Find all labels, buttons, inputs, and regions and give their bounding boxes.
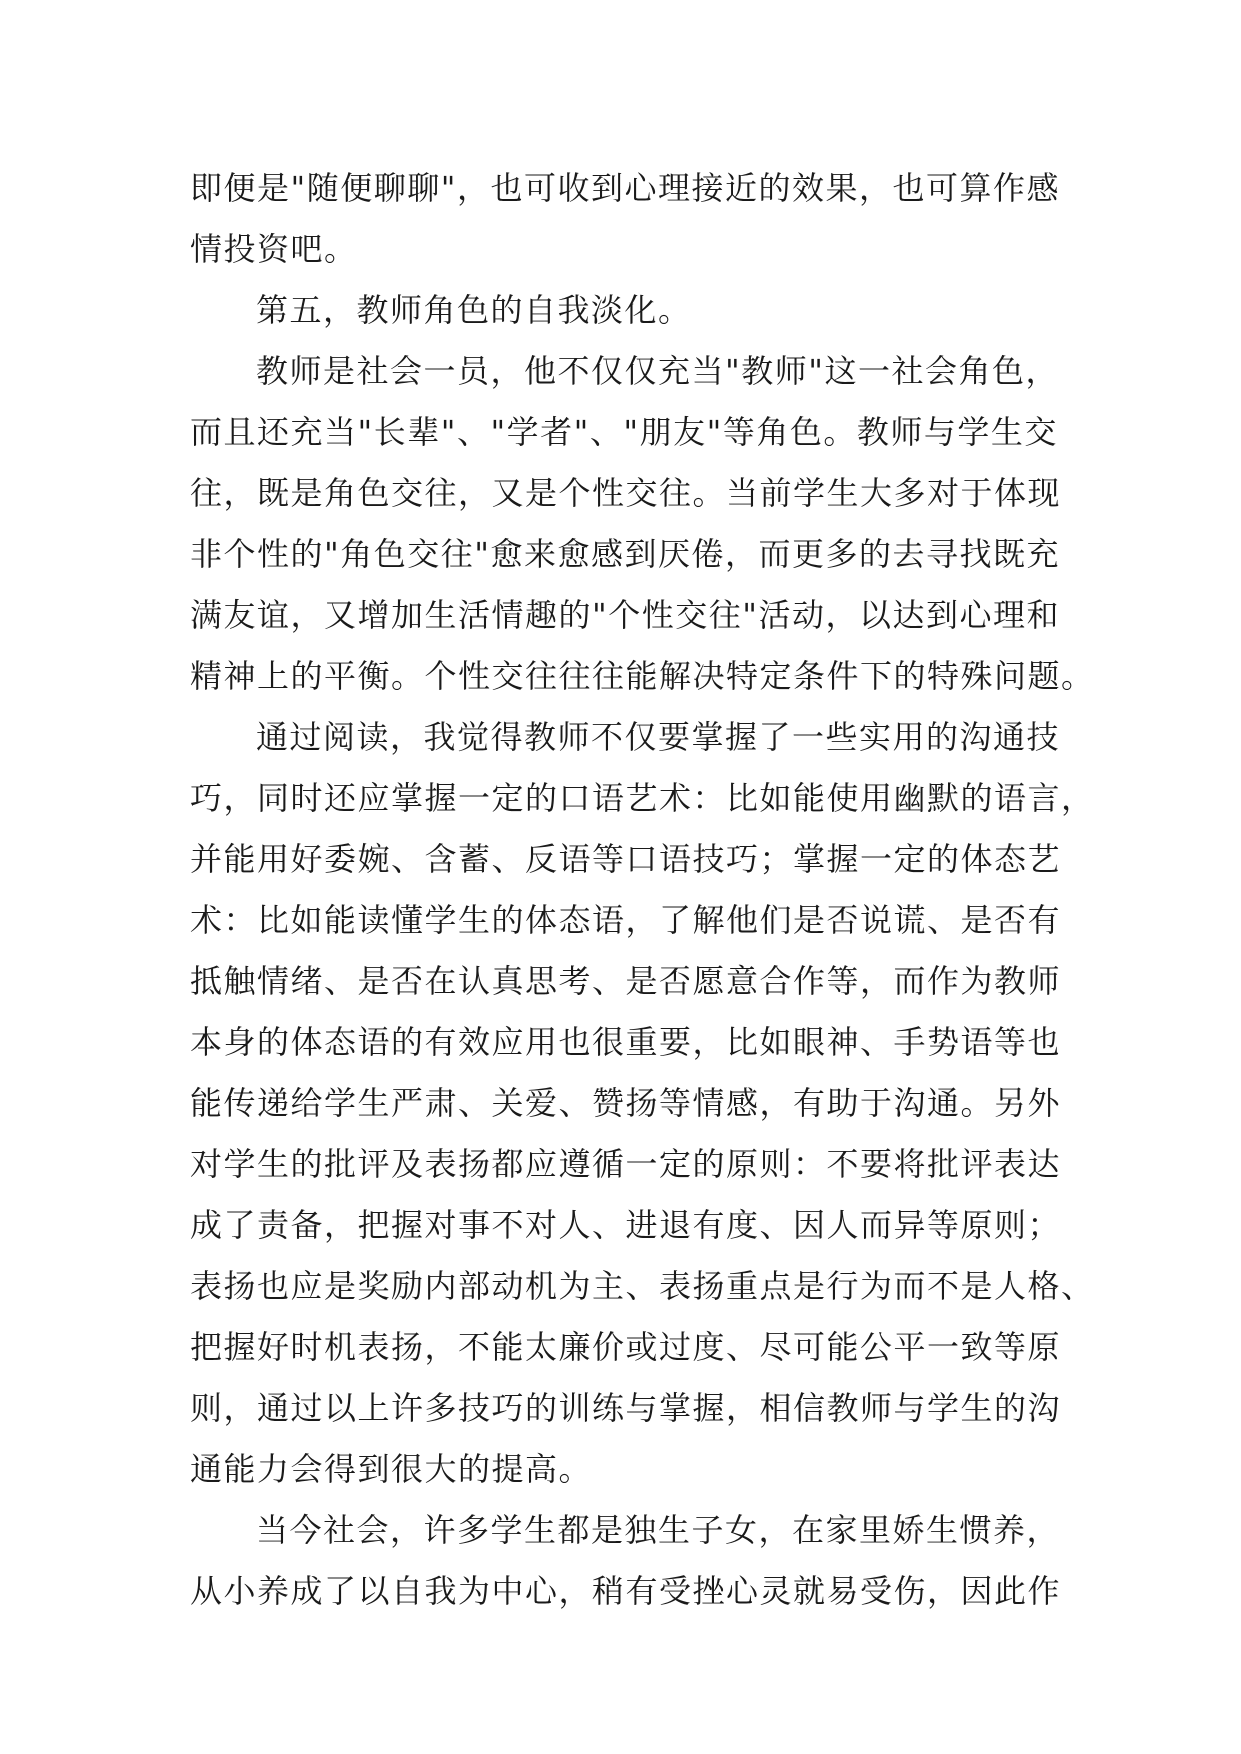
text-line: 通能力会得到很大的提高。 <box>190 1450 593 1488</box>
text-line: 往，既是角色交往，又是个性交往。当前学生大多对于体现 <box>190 474 1062 512</box>
text-line: 则，通过以上许多技巧的训练与掌握，相信教师与学生的沟 <box>190 1389 1062 1427</box>
text-line: 巧，同时还应掌握一定的口语艺术：比如能使用幽默的语言， <box>190 779 1095 817</box>
text-line: 教师是社会一员，他不仅仅充当"教师"这一社会角色， <box>256 352 1059 390</box>
section-heading: 第五，教师角色的自我淡化。 <box>256 291 692 329</box>
text-line: 成了责备，把握对事不对人、进退有度、因人而异等原则； <box>190 1206 1062 1244</box>
text-line: 情投资吧。 <box>190 230 358 268</box>
text-line: 并能用好委婉、含蓄、反语等口语技巧；掌握一定的体态艺 <box>190 840 1062 878</box>
text-line: 非个性的"角色交往"愈来愈感到厌倦，而更多的去寻找既充 <box>190 535 1060 573</box>
body-text <box>190 158 1095 1622</box>
text-line: 能传递给学生严肃、关爱、赞扬等情感，有助于沟通。另外 <box>190 1084 1062 1122</box>
text-line: 从小养成了以自我为中心，稍有受挫心灵就易受伤，因此作 <box>190 1572 1062 1610</box>
text-line: 把握好时机表扬，不能太廉价或过度、尽可能公平一致等原 <box>190 1328 1062 1366</box>
text-line: 即便是"随便聊聊"，也可收到心理接近的效果，也可算作感 <box>190 169 1060 207</box>
text-line: 通过阅读，我觉得教师不仅要掌握了一些实用的沟通技 <box>256 718 1061 756</box>
text-line: 术：比如能读懂学生的体态语，了解他们是否说谎、是否有 <box>190 901 1062 939</box>
text-line: 表扬也应是奖励内部动机为主、表扬重点是行为而不是人格、 <box>190 1267 1095 1305</box>
text-line: 而且还充当"长辈"、"学者"、"朋友"等角色。教师与学生交 <box>190 413 1058 451</box>
text-line: 当今社会，许多学生都是独生子女，在家里娇生惯养， <box>256 1511 1061 1549</box>
text-line: 抵触情绪、是否在认真思考、是否愿意合作等，而作为教师 <box>190 962 1062 1000</box>
text-line: 本身的体态语的有效应用也很重要，比如眼神、手势语等也 <box>190 1023 1062 1061</box>
text-line: 精神上的平衡。个性交往往往能解决特定条件下的特殊问题。 <box>190 657 1095 695</box>
text-line: 对学生的批评及表扬都应遵循一定的原则：不要将批评表达 <box>190 1145 1062 1183</box>
text-line: 满友谊，又增加生活情趣的"个性交往"活动，以达到心理和 <box>190 596 1060 634</box>
